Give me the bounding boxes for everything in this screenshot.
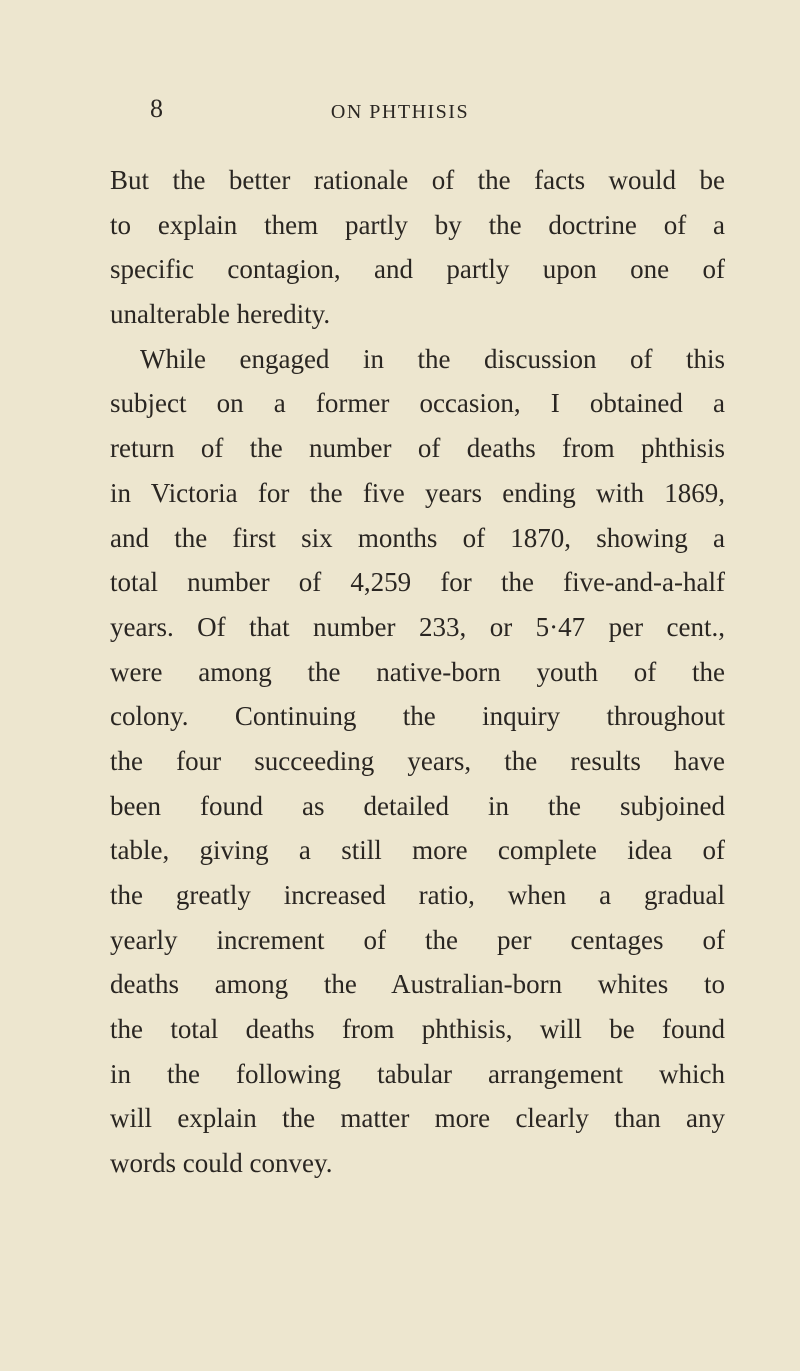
text-line: in Victoria for the five years ending with 1869,	[110, 477, 725, 508]
text-line: words could convey.	[110, 1148, 333, 1179]
text-line: were among the native-born youth of the	[110, 656, 725, 687]
text-line: years. Of that number 233, or 5·47 per cent.,	[110, 611, 725, 642]
text-line: the four succeeding years, the results have	[110, 745, 725, 776]
text-line: return of the number of deaths from phthisis	[110, 433, 725, 464]
text-line: unalterable heredity.	[110, 299, 331, 330]
text-line: total number of 4,259 for the five-and-a-half	[110, 567, 725, 598]
text-line: the total deaths from phthisis, will be found	[110, 1014, 725, 1045]
text-line: table, giving a still more complete idea of	[110, 835, 725, 866]
running-title: ON PHTHISIS	[330, 101, 470, 123]
text-line: in the following tabular arrangement which	[110, 1058, 725, 1089]
text-line: yearly increment of the per centages of	[110, 924, 725, 955]
text-line: been found as detailed in the subjoined	[110, 790, 725, 821]
text-line: But the better rationale of the facts would be	[110, 165, 725, 195]
text-line: colony. Continuing the inquiry throughout	[110, 701, 725, 732]
text-line: the greatly increased ratio, when a gradual	[110, 880, 725, 910]
running-head	[0, 96, 800, 136]
text-line: subject on a former occasion, I obtained a	[110, 388, 725, 419]
page-number: 8	[150, 94, 163, 123]
text-line: and the first six months of 1870, showing a	[110, 522, 725, 553]
text-line: While engaged in the discussion of this	[140, 343, 725, 374]
body-text	[110, 158, 725, 1186]
text-line: specific contagion, and partly upon one of	[110, 254, 725, 285]
text-line: to explain them partly by the doctrine of a	[110, 209, 725, 240]
text-line: deaths among the Australian-born whites to	[110, 969, 725, 1000]
text-line: will explain the matter more clearly than any	[110, 1103, 725, 1134]
